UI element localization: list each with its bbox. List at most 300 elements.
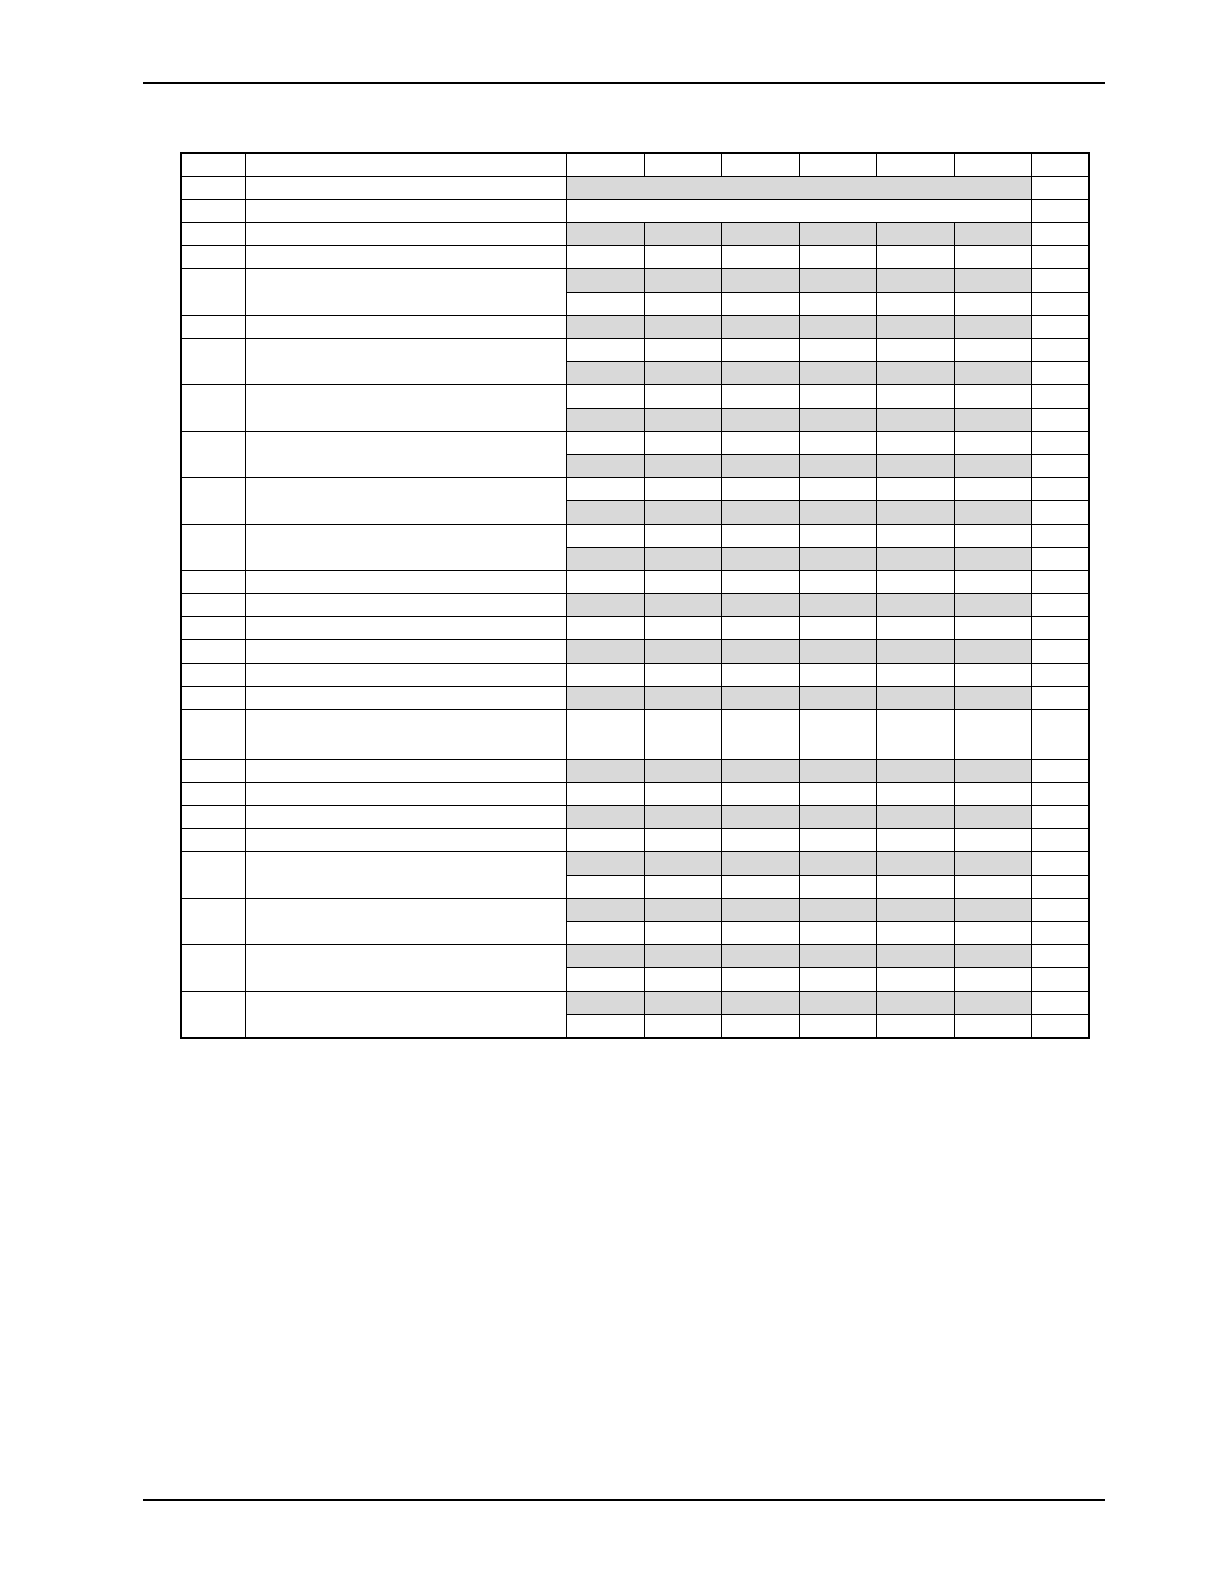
table-cell [876, 570, 954, 593]
table-cell [799, 663, 876, 686]
table-cell [799, 806, 876, 829]
table-row [181, 686, 1089, 709]
table-cell [644, 710, 721, 760]
table-cell [181, 945, 245, 991]
table-cell [566, 875, 644, 898]
table-cell [181, 852, 245, 898]
table-cell [1031, 922, 1089, 945]
table-row [181, 945, 1089, 968]
table-cell [721, 431, 799, 454]
table-cell [566, 852, 644, 875]
table-cell [566, 362, 644, 385]
table-cell [644, 223, 721, 246]
table-cell [954, 594, 1031, 617]
table-cell [181, 246, 245, 269]
table-row [181, 431, 1089, 454]
table-cell [954, 852, 1031, 875]
table-cell [644, 246, 721, 269]
table-cell [799, 594, 876, 617]
table-row [181, 570, 1089, 593]
table-cell [954, 385, 1031, 408]
table-cell [644, 852, 721, 875]
table-cell [181, 594, 245, 617]
table-cell [876, 408, 954, 431]
table-cell [644, 594, 721, 617]
table-cell [181, 478, 245, 524]
table-cell [954, 686, 1031, 709]
table-cell [566, 524, 644, 547]
table-cell [644, 686, 721, 709]
table-cell [721, 686, 799, 709]
table-cell [644, 945, 721, 968]
table-cell [954, 431, 1031, 454]
table-row [181, 269, 1089, 292]
table-cell [644, 898, 721, 921]
table-cell [566, 829, 644, 852]
table-cell [181, 223, 245, 246]
table-cell [876, 339, 954, 362]
table-cell [876, 640, 954, 663]
table-cell [566, 199, 1031, 222]
table-cell [954, 408, 1031, 431]
table-cell [876, 385, 954, 408]
table-cell [566, 710, 644, 760]
table-cell [954, 759, 1031, 782]
table-cell [245, 153, 566, 176]
table-cell [245, 246, 566, 269]
table-cell [644, 269, 721, 292]
table-cell [181, 710, 245, 760]
table-row [181, 246, 1089, 269]
table-cell [245, 759, 566, 782]
table-cell [566, 991, 644, 1014]
table-cell [1031, 686, 1089, 709]
table-cell [566, 968, 644, 991]
table-cell [566, 454, 644, 477]
table-cell [799, 759, 876, 782]
table-cell [721, 362, 799, 385]
table-cell [954, 898, 1031, 921]
table-cell [1031, 246, 1089, 269]
table-cell [799, 640, 876, 663]
table-cell [181, 663, 245, 686]
table-cell [245, 829, 566, 852]
table-cell [876, 269, 954, 292]
table-cell [566, 570, 644, 593]
table-cell [566, 246, 644, 269]
table-cell [876, 315, 954, 338]
table-cell [245, 710, 566, 760]
table-cell [181, 153, 245, 176]
table-cell [566, 686, 644, 709]
table-cell [245, 898, 566, 944]
table-cell [721, 640, 799, 663]
table-cell [721, 292, 799, 315]
table-cell [954, 922, 1031, 945]
table-row [181, 829, 1089, 852]
table-cell [245, 806, 566, 829]
header-rule [143, 82, 1105, 84]
table-cell [245, 945, 566, 991]
table-cell [954, 570, 1031, 593]
table-cell [876, 362, 954, 385]
table-cell [1031, 385, 1089, 408]
table-cell [721, 782, 799, 805]
table-cell [566, 640, 644, 663]
table-cell [245, 617, 566, 640]
table-cell [181, 524, 245, 570]
table-cell [1031, 570, 1089, 593]
table-cell [721, 408, 799, 431]
table-cell [1031, 501, 1089, 524]
table-cell [876, 153, 954, 176]
table-row [181, 315, 1089, 338]
table-cell [721, 663, 799, 686]
table-cell [721, 385, 799, 408]
table-cell [1031, 710, 1089, 760]
table-cell [181, 199, 245, 222]
table-cell [245, 782, 566, 805]
table-cell [721, 594, 799, 617]
table-cell [181, 269, 245, 315]
table-cell [245, 524, 566, 570]
table-cell [644, 759, 721, 782]
table-cell [644, 922, 721, 945]
table-cell [954, 246, 1031, 269]
table-cell [799, 431, 876, 454]
table-cell [876, 782, 954, 805]
table-cell [799, 922, 876, 945]
table-cell [876, 686, 954, 709]
table-cell [644, 875, 721, 898]
table-cell [954, 223, 1031, 246]
table-cell [799, 339, 876, 362]
table-cell [245, 223, 566, 246]
table-cell [245, 594, 566, 617]
table-cell [644, 153, 721, 176]
table-cell [799, 898, 876, 921]
table-cell [954, 362, 1031, 385]
table-cell [876, 852, 954, 875]
table-cell [566, 223, 644, 246]
table-cell [566, 663, 644, 686]
table-cell [799, 782, 876, 805]
table-cell [876, 710, 954, 760]
table-cell [644, 570, 721, 593]
table-cell [1031, 478, 1089, 501]
table-row [181, 640, 1089, 663]
table-cell [566, 431, 644, 454]
table-cell [566, 153, 644, 176]
table-cell [799, 617, 876, 640]
table-row [181, 153, 1089, 176]
table-cell [1031, 176, 1089, 199]
table-cell [566, 594, 644, 617]
table-cell [799, 478, 876, 501]
table-row [181, 663, 1089, 686]
table-cell [721, 223, 799, 246]
table-cell [245, 431, 566, 477]
table-cell [876, 292, 954, 315]
table-cell [566, 617, 644, 640]
table-cell [721, 1014, 799, 1038]
table-cell [876, 501, 954, 524]
table-cell [644, 362, 721, 385]
table-cell [954, 1014, 1031, 1038]
table-cell [721, 315, 799, 338]
table-cell [721, 968, 799, 991]
table-cell [721, 269, 799, 292]
table-cell [799, 991, 876, 1014]
table-cell [876, 1014, 954, 1038]
table-cell [566, 806, 644, 829]
table-cell [181, 617, 245, 640]
table-cell [1031, 594, 1089, 617]
table-cell [799, 246, 876, 269]
table-cell [245, 663, 566, 686]
table-cell [1031, 1014, 1089, 1038]
table-cell [954, 991, 1031, 1014]
table-cell [644, 806, 721, 829]
table-cell [876, 898, 954, 921]
table-cell [1031, 199, 1089, 222]
table-cell [954, 663, 1031, 686]
table-cell [245, 852, 566, 898]
table-cell [876, 431, 954, 454]
table-cell [721, 617, 799, 640]
table-row [181, 617, 1089, 640]
table-row [181, 898, 1089, 921]
table-cell [954, 501, 1031, 524]
table-cell [954, 524, 1031, 547]
table-cell [181, 991, 245, 1038]
table-cell [644, 431, 721, 454]
table-cell [566, 759, 644, 782]
table-cell [721, 759, 799, 782]
table-cell [245, 339, 566, 385]
table-cell [566, 501, 644, 524]
table-cell [644, 454, 721, 477]
table-cell [1031, 339, 1089, 362]
table-cell [721, 246, 799, 269]
table-cell [876, 223, 954, 246]
table-row [181, 782, 1089, 805]
table-cell [1031, 408, 1089, 431]
table-cell [181, 339, 245, 385]
table-cell [954, 292, 1031, 315]
table-cell [799, 501, 876, 524]
table-cell [181, 806, 245, 829]
table-cell [721, 875, 799, 898]
table-row [181, 806, 1089, 829]
table-cell [954, 640, 1031, 663]
table-cell [644, 1014, 721, 1038]
table-cell [1031, 829, 1089, 852]
table-row [181, 339, 1089, 362]
table-cell [799, 686, 876, 709]
table-cell [876, 617, 954, 640]
table-cell [181, 759, 245, 782]
table-cell [721, 339, 799, 362]
table-cell [644, 292, 721, 315]
table-cell [876, 547, 954, 570]
table-cell [876, 524, 954, 547]
table-cell [181, 782, 245, 805]
table-cell [644, 385, 721, 408]
table-cell [876, 875, 954, 898]
table-cell [245, 640, 566, 663]
table-cell [799, 875, 876, 898]
table-cell [1031, 454, 1089, 477]
table-cell [799, 269, 876, 292]
table-cell [799, 223, 876, 246]
table-cell [1031, 269, 1089, 292]
table-cell [566, 385, 644, 408]
table-cell [566, 269, 644, 292]
table-cell [566, 945, 644, 968]
table-cell [566, 315, 644, 338]
table-cell [954, 339, 1031, 362]
data-table [180, 152, 1090, 1039]
table-row [181, 759, 1089, 782]
table-cell [721, 454, 799, 477]
table-cell [954, 617, 1031, 640]
table-cell [954, 945, 1031, 968]
table-cell [721, 570, 799, 593]
table-cell [799, 852, 876, 875]
table-cell [644, 339, 721, 362]
table-cell [644, 408, 721, 431]
table-cell [245, 991, 566, 1038]
table-cell [1031, 968, 1089, 991]
table-cell [954, 968, 1031, 991]
table-cell [245, 199, 566, 222]
table-cell [1031, 663, 1089, 686]
table-row [181, 594, 1089, 617]
table-cell [181, 431, 245, 477]
table-cell [1031, 153, 1089, 176]
table-cell [566, 782, 644, 805]
table-cell [876, 968, 954, 991]
table-cell [1031, 806, 1089, 829]
table-cell [1031, 547, 1089, 570]
table-cell [721, 922, 799, 945]
table-row [181, 991, 1089, 1014]
table-cell [954, 269, 1031, 292]
table-cell [954, 875, 1031, 898]
table-cell [876, 454, 954, 477]
table-cell [245, 686, 566, 709]
table-cell [566, 547, 644, 570]
table-cell [181, 315, 245, 338]
table-cell [799, 710, 876, 760]
table-cell [799, 408, 876, 431]
table-cell [1031, 991, 1089, 1014]
table-cell [644, 663, 721, 686]
table-cell [644, 617, 721, 640]
table-cell [245, 269, 566, 315]
table-cell [799, 547, 876, 570]
table-cell [644, 991, 721, 1014]
table-cell [566, 292, 644, 315]
table-cell [1031, 524, 1089, 547]
table-cell [954, 315, 1031, 338]
table-cell [644, 829, 721, 852]
table-cell [644, 524, 721, 547]
table-cell [566, 339, 644, 362]
table-cell [644, 501, 721, 524]
table-row [181, 710, 1089, 760]
table-cell [799, 1014, 876, 1038]
table-cell [1031, 898, 1089, 921]
table-cell [721, 478, 799, 501]
table-cell [245, 315, 566, 338]
table-cell [721, 852, 799, 875]
table-cell [181, 385, 245, 431]
table-cell [721, 829, 799, 852]
table-cell [1031, 362, 1089, 385]
table-cell [566, 478, 644, 501]
footer-rule [143, 1499, 1105, 1501]
table-cell [954, 710, 1031, 760]
table-cell [245, 176, 566, 199]
table-cell [954, 153, 1031, 176]
table-cell [954, 806, 1031, 829]
table-cell [799, 829, 876, 852]
table-cell [1031, 431, 1089, 454]
table-cell [1031, 617, 1089, 640]
table-cell [799, 153, 876, 176]
table-cell [1031, 759, 1089, 782]
table-cell [721, 991, 799, 1014]
table-cell [954, 478, 1031, 501]
table-cell [876, 246, 954, 269]
table-cell [1031, 292, 1089, 315]
table-cell [644, 782, 721, 805]
table-cell [876, 594, 954, 617]
table-row [181, 176, 1089, 199]
table-cell [566, 898, 644, 921]
table-cell [245, 570, 566, 593]
table-cell [245, 385, 566, 431]
table-cell [954, 782, 1031, 805]
table-cell [721, 806, 799, 829]
table-cell [644, 478, 721, 501]
table-cell [644, 315, 721, 338]
table-cell [876, 806, 954, 829]
table-cell [181, 176, 245, 199]
table-cell [644, 968, 721, 991]
table-cell [566, 922, 644, 945]
table-cell [181, 640, 245, 663]
table-cell [876, 759, 954, 782]
table-cell [181, 829, 245, 852]
table-cell [876, 922, 954, 945]
table-cell [721, 524, 799, 547]
table-cell [954, 829, 1031, 852]
table-cell [1031, 782, 1089, 805]
table-cell [1031, 875, 1089, 898]
table-row [181, 852, 1089, 875]
table-row [181, 223, 1089, 246]
table-cell [799, 570, 876, 593]
table-cell [566, 1014, 644, 1038]
table-cell [799, 968, 876, 991]
table-cell [644, 640, 721, 663]
table-cell [1031, 640, 1089, 663]
table-cell [799, 524, 876, 547]
table-cell [799, 454, 876, 477]
